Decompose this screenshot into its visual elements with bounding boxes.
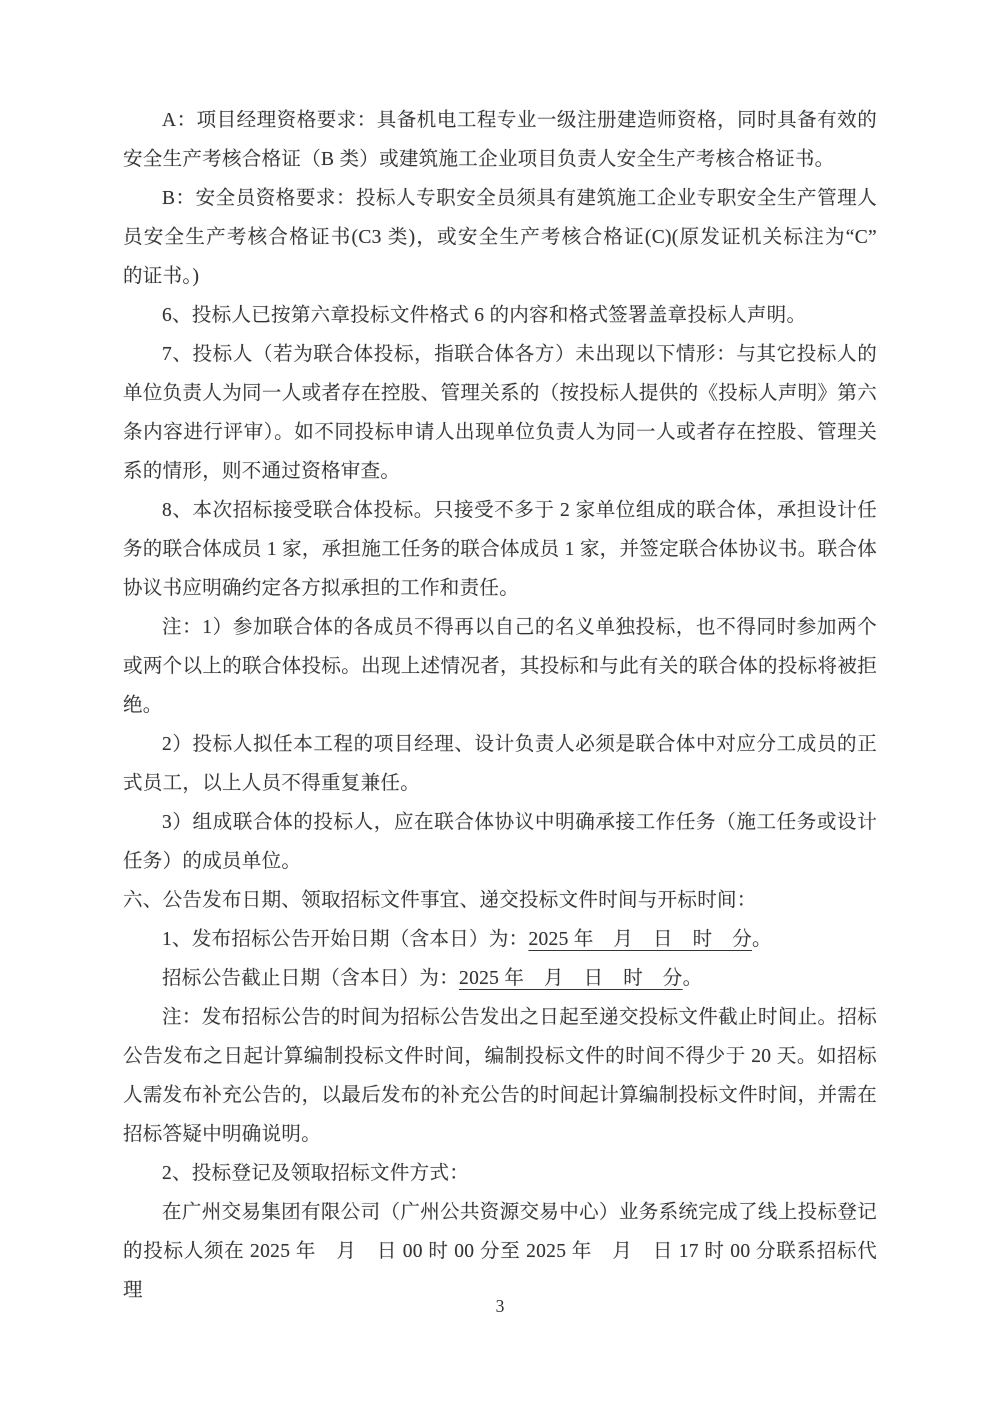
document-line (123, 413, 877, 452)
text-run: 3）组成联合体的投标人，应在联合体协议中明确承接工作任务（施工任务或设计 (162, 812, 877, 833)
text-run: 注：发布招标公告的时间为招标公告发出之日起至递交投标文件截止时间止。招标 (162, 1007, 877, 1028)
document-line (123, 491, 877, 530)
document-line (123, 569, 877, 608)
document-line (123, 803, 877, 842)
document-line (123, 686, 877, 725)
text-run: 的投标人须在 2025 年 月 日 00 时 00 分至 2025 年 月 日 17 时 00 分联系招标代理 (123, 1241, 877, 1301)
text-run: 任务）的成员单位。 (123, 851, 302, 872)
blank-date-field: 2025 年 月 日 时 分 (459, 968, 683, 989)
document-line (123, 608, 877, 647)
text-run: 人需发布补充公告的，以最后发布的补充公告的时间起计算编制投标文件时间，并需在 (123, 1085, 877, 1106)
document-line (123, 1154, 877, 1193)
text-run: 2）投标人拟任本工程的项目经理、设计负责人必须是联合体中对应分工成员的正 (162, 734, 877, 755)
document-line (123, 764, 877, 803)
text-run: 或两个以上的联合体投标。出现上述情况者，其投标和与此有关的联合体的投标将被拒 (123, 656, 877, 677)
text-run: A：项目经理资格要求：具备机电工程专业一级注册建造师资格，同时具备有效的 (162, 110, 877, 131)
document-line (123, 140, 877, 179)
document-line (123, 179, 877, 218)
text-run: 式员工，以上人员不得重复兼任。 (123, 773, 421, 794)
document-line (123, 218, 877, 257)
text-run: 安全生产考核合格证（B 类）或建筑施工企业项目负责人安全生产考核合格证书。 (123, 149, 835, 170)
document-line (123, 881, 877, 920)
text-run: 公告发布之日起计算编制投标文件时间，编制投标文件的时间不得少于 20 天。如招标 (123, 1046, 877, 1067)
text-run: 协议书应明确约定各方拟承担的工作和责任。 (123, 578, 520, 599)
text-run: 。 (752, 929, 772, 950)
document-line (123, 335, 877, 374)
text-run: 招标答疑中明确说明。 (123, 1124, 322, 1145)
document-line (123, 842, 877, 881)
page-number: 3 (495, 1296, 505, 1316)
text-run: 系的情形，则不通过资格审查。 (123, 461, 401, 482)
text-run: 的证书。) (123, 266, 200, 287)
text-run: 单位负责人为同一人或者存在控股、管理关系的（按投标人提供的《投标人声明》第六 (123, 383, 877, 404)
document-line (123, 452, 877, 491)
document-line (123, 101, 877, 140)
text-run: 。 (682, 968, 703, 989)
document-line (123, 959, 877, 998)
text-run: 1、发布招标公告开始日期（含本日）为： (162, 929, 529, 950)
text-run: 注：1）参加联合体的各成员不得再以自己的名义单独投标，也不得同时参加两个 (162, 617, 877, 638)
document-line (123, 920, 877, 959)
text-run: 员安全生产考核合格证书(C3 类)，或安全生产考核合格证(C)(原发证机关标注为“C” (123, 227, 877, 248)
document-line (123, 647, 877, 686)
text-run: 招标公告截止日期（含本日）为： (162, 968, 460, 989)
document-line (123, 1193, 877, 1232)
document-line (123, 1037, 877, 1076)
text-run: 六、公告发布日期、领取招标文件事宜、递交投标文件时间与开标时间： (123, 890, 757, 911)
document-line (123, 257, 877, 296)
document-line (123, 725, 877, 764)
document-line (123, 530, 877, 569)
document-line (123, 1076, 877, 1115)
document-line (123, 1115, 877, 1154)
document-line (123, 296, 877, 335)
text-run: 务的联合体成员 1 家，承担施工任务的联合体成员 1 家，并签定联合体协议书。联合体 (123, 539, 877, 560)
text-run: 8、本次招标接受联合体投标。只接受不多于 2 家单位组成的联合体，承担设计任 (162, 500, 877, 521)
blank-date-field: 2025 年 月 日 时 分 (528, 929, 753, 950)
document-line (123, 998, 877, 1037)
text-run: B：安全员资格要求：投标人专职安全员须具有建筑施工企业专职安全生产管理人 (162, 188, 877, 209)
text-run: 在广州交易集团有限公司（广州公共资源交易中心）业务系统完成了线上投标登记 (162, 1202, 877, 1223)
text-run: 7、投标人（若为联合体投标，指联合体各方）未出现以下情形：与其它投标人的 (162, 344, 877, 365)
text-run: 2、投标登记及领取招标文件方式： (162, 1163, 470, 1184)
text-run: 绝。 (123, 695, 163, 716)
text-run: 6、投标人已按第六章投标文件格式 6 的内容和格式签署盖章投标人声明。 (162, 305, 807, 326)
document-line (123, 374, 877, 413)
document-body (123, 101, 877, 1310)
text-run: 条内容进行评审）。如不同投标申请人出现单位负责人为同一人或者存在控股、管理关 (123, 422, 877, 443)
